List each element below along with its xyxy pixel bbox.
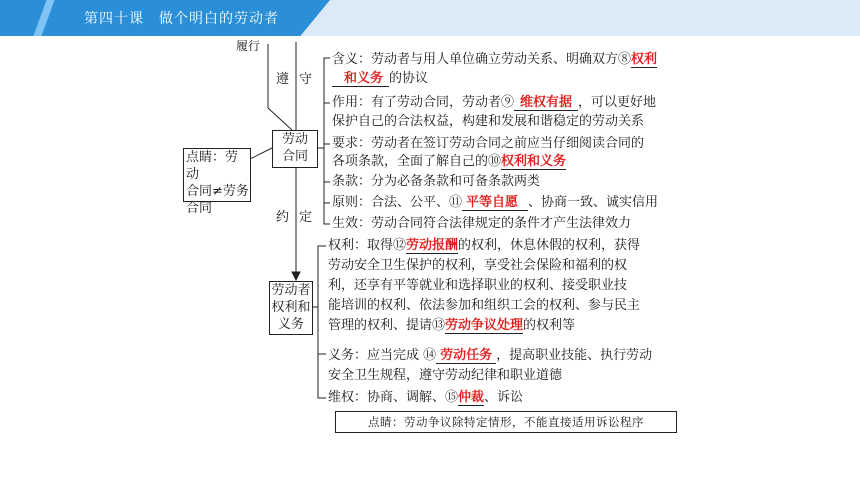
duties-line-2: 安全卫生规程，遵守劳动纪律和职业道德 [328,368,563,383]
contract-principle [332,195,658,211]
zunshou-char-2: 守 [299,72,313,87]
note-box-line-2: 合同≠劳务 [186,184,249,199]
note-box-dispute: 点睛：劳动争议除特定情形，不能直接适用诉讼程序 [335,411,677,433]
contract-box-line-1: 劳动 [281,132,308,147]
function-post: ，可以更好地 [578,95,657,110]
duties-line-1 [328,348,652,364]
contract-requirement-line-2 [332,154,566,170]
rights-duties-box [269,281,313,335]
principle-post: 、协商一致、诚实信用 [528,195,659,210]
answer-11: 平等自愿 [462,195,528,211]
contract-function-line-2: 保护自己的合法权益，构建和发展和谐稳定的劳动关系 [332,114,645,129]
rights-l5-text: 管理的权利、提请⑬ [328,318,446,333]
duties-post: ，提高职业技能、执行劳动 [496,348,653,363]
rights-text: 权利：取得⑫ [328,238,407,253]
requirement-text: 各项条款，全面了解自己的⑩ [332,154,502,169]
note-box-contract [183,148,251,216]
contract-clauses: 条款：分为必备条款和可备条款两类 [332,174,541,189]
answer-14: 劳动任务 [436,348,496,364]
rights-post: 的权利，休息休假的权利，获得 [458,238,641,253]
contract-meaning-line-1 [332,52,657,68]
note-box-line-1: 点睛：劳动 [186,150,239,182]
answer-8-part-1: 权利 [631,52,658,67]
rights-box-line-1: 劳动者 [271,283,311,298]
protect-text: 维权：协商、调解、⑮ [328,390,459,405]
meaning-text: 含义：劳动者与用人单位确立劳动关系、明确双方⑧ [332,52,632,67]
rights-line-3: 利，还享有平等就业和选择职业的权利、接受职业技 [328,278,628,293]
answer-8-part-2: 和义务 [332,71,389,87]
note-box-line-3: 合同 [186,201,213,216]
answer-9: 维权有据 [514,95,578,111]
answer-10: 权利和义务 [501,154,567,169]
rights-l5-post: 的权利等 [523,318,576,333]
rights-line-2: 劳动安全卫生保护的权利，享受社会保险和福利的权 [328,258,628,273]
zunshou-char-1: 遵 [276,72,290,87]
rights-box-line-3: 义务 [277,317,304,332]
rights-box-line-2: 权利和 [271,300,311,315]
top-fragment-label: 履行 [236,39,261,53]
contract-meaning-line-2 [332,71,428,87]
answer-12: 劳动报酬 [406,238,459,253]
contract-box-line-2: 合同 [281,149,308,164]
yueding-char-2: 定 [299,210,313,225]
contract-effect: 生效：劳动合同符合法律规定的条件才产生法律效力 [332,216,632,231]
meaning-post: 的协议 [389,71,429,86]
principle-text: 原则：合法、公平、⑪ [332,195,463,210]
yueding-char-1: 约 [276,210,290,225]
rights-line-4: 能培训的权利、依法参加和组织工会的权利、参与民主 [328,298,641,313]
protect-post: 、诉讼 [484,390,524,405]
duties-text: 义务：应当完成 ⑭ [328,348,437,363]
answer-13: 劳动争议处理 [445,318,524,333]
protect-line [328,390,523,406]
contract-function-line-1 [332,95,656,111]
page-title: 第四十课 做个明白的劳动者 [84,11,279,27]
rights-line-5 [328,318,575,334]
rights-line-1 [328,238,640,254]
contract-requirement-line-1: 要求：劳动者在签订劳动合同之前应当仔细阅读合同的 [332,136,645,151]
function-text: 作用：有了劳动合同，劳动者⑨ [332,95,515,110]
contract-box [272,130,318,168]
answer-15: 仲裁 [458,390,485,405]
